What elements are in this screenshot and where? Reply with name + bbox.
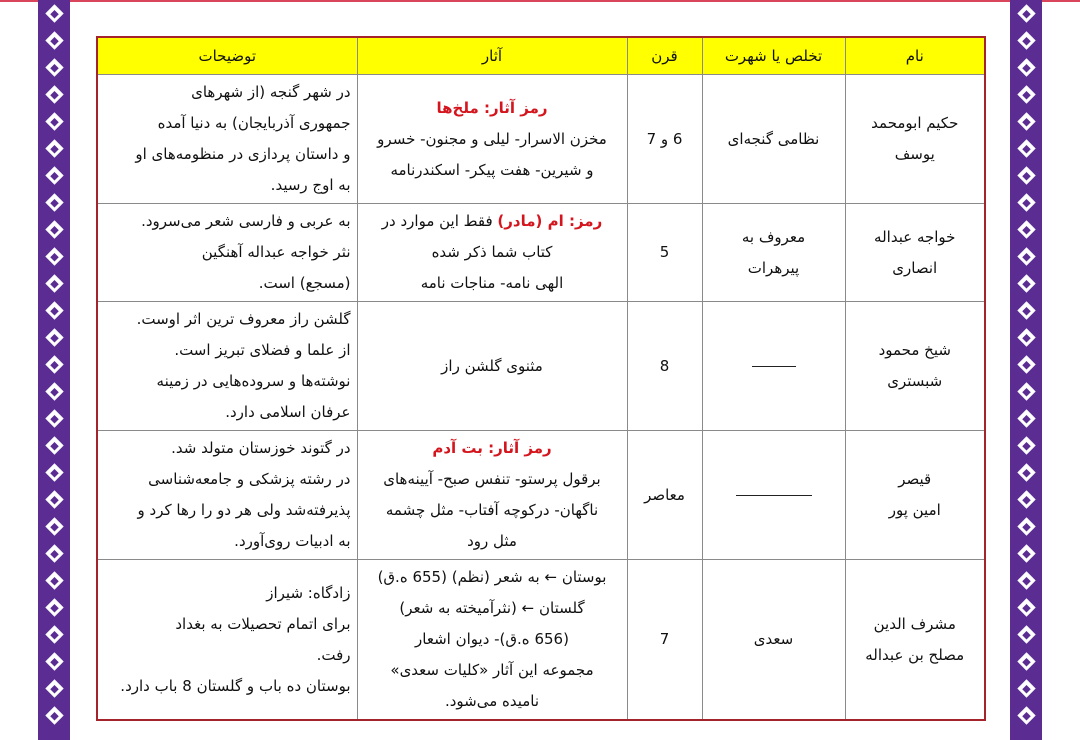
diamond-icon: [1017, 139, 1035, 157]
name-line: شیخ محمود: [878, 341, 951, 359]
table-row: [97, 75, 985, 204]
name-line: خواجه عبداله: [874, 227, 956, 246]
right-diamond-column: [1010, 0, 1042, 729]
cell-name: [845, 431, 985, 560]
table-row: [97, 560, 985, 721]
works-line: بوستان ← به شعر (نظم) (655 ه.ق): [377, 568, 607, 586]
cell-pen-name: [702, 560, 845, 721]
cell-century: معاصر: [627, 431, 702, 560]
cell-name: [845, 302, 985, 431]
cell-works: [357, 75, 627, 204]
diamond-icon: [45, 544, 63, 562]
name-line: قیصر: [898, 470, 932, 488]
diamond-icon: [1017, 598, 1035, 616]
works-line: ناگهان- درکوچه آفتاب- مثل چشمه: [385, 501, 599, 519]
diamond-icon: [45, 490, 63, 508]
diamond-icon: [45, 571, 63, 589]
description-line: در شهر گنجه (از شهرهای: [191, 83, 351, 101]
diamond-icon: [45, 382, 63, 400]
cell-works: [357, 302, 627, 431]
diamond-icon: [1017, 706, 1035, 724]
diamond-icon: [1017, 355, 1035, 373]
name-line: یوسف: [894, 145, 935, 163]
description-line: به اوج رسید.: [270, 176, 351, 194]
diamond-icon: [45, 436, 63, 454]
header-row: [97, 37, 985, 75]
cell-description: [97, 560, 357, 721]
description-line: جمهوری آذربایجان) به دنیا آمده: [157, 114, 351, 132]
diamond-icon: [1017, 544, 1035, 562]
diamond-icon: [45, 355, 63, 373]
works-code: رمز: ام (مادر): [497, 212, 603, 230]
cell-description: [97, 431, 357, 560]
works-code: رمز آثار: بت آدم: [432, 439, 552, 457]
top-rule: [0, 0, 1080, 2]
diamond-icon: [1017, 490, 1035, 508]
diamond-icon: [45, 598, 63, 616]
description-line: نثر خواجه عبداله آهنگین: [201, 243, 351, 261]
cell-name: [845, 204, 985, 302]
diamond-icon: [1017, 571, 1035, 589]
description-line: در گتوند خوزستان متولد شد.: [171, 439, 351, 457]
cell-works: [357, 560, 627, 721]
diamond-icon: [45, 625, 63, 643]
diamond-icon: [45, 193, 63, 211]
diamond-icon: [1017, 166, 1035, 184]
diamond-icon: [45, 85, 63, 103]
header-pen-name: تخلص یا شهرت: [702, 37, 845, 75]
works-line: برقول پرستو- تنفس صبح- آیینه‌های: [383, 470, 601, 488]
diamond-icon: [1017, 679, 1035, 697]
diamond-icon: [45, 274, 63, 292]
cell-description: [97, 75, 357, 204]
works-line: و شیرین- هفت پیکر- اسکندرنامه: [390, 160, 594, 179]
cell-name: [845, 75, 985, 204]
left-decorative-border: [38, 0, 70, 740]
cell-pen-name: [702, 75, 845, 204]
works-code-line: [364, 206, 621, 237]
cell-century: 5: [627, 204, 702, 302]
description-line: گلشن راز معروف ترین اثر اوست.: [136, 310, 351, 328]
diamond-icon: [45, 463, 63, 481]
name-line: شبستری: [887, 372, 943, 390]
description-line: در رشته پزشکی و جامعه‌شناسی: [148, 470, 351, 488]
diamond-icon: [45, 112, 63, 130]
description-line: بوستان ده باب و گلستان 8 باب دارد.: [120, 676, 351, 695]
description-line: رفت.: [316, 645, 351, 664]
diamond-icon: [45, 652, 63, 670]
cell-works: [357, 204, 627, 302]
cell-pen-name: [702, 431, 845, 560]
works-line: مجموعه این آثار «کلیات سعدی»: [390, 661, 594, 679]
pen-name-line: سعدی: [753, 630, 794, 648]
diamond-icon: [1017, 301, 1035, 319]
description-line: (مسجع) است.: [258, 274, 351, 292]
name-line: مشرف الدین: [873, 614, 956, 633]
diamond-icon: [45, 139, 63, 157]
pen-name-line: پیرهرات: [747, 258, 800, 277]
diamond-icon: [45, 220, 63, 238]
header-works: آثار: [357, 37, 627, 75]
works-line: گلستان ← (نثرآمیخته به شعر): [399, 599, 585, 617]
diamond-icon: [1017, 4, 1035, 22]
diamond-icon: [45, 517, 63, 535]
diamond-icon: [1017, 31, 1035, 49]
cell-pen-name: [702, 302, 845, 431]
pen-name-line: معروف به: [741, 227, 806, 246]
diamond-icon: [1017, 652, 1035, 670]
diamond-icon: [1017, 436, 1035, 454]
works-line: مثنوی گلشن راز: [441, 356, 543, 375]
diamond-icon: [1017, 328, 1035, 346]
name-line: امین پور: [888, 501, 941, 519]
diamond-icon: [1017, 625, 1035, 643]
works-line: (656 ه.ق)- دیوان اشعار: [415, 630, 569, 648]
description-line: و داستان پردازی در منظومه‌های او: [135, 145, 351, 163]
diamond-icon: [45, 301, 63, 319]
diamond-icon: [45, 31, 63, 49]
diamond-icon: [1017, 58, 1035, 76]
description-line: به عربی و فارسی شعر می‌سرود.: [141, 212, 351, 230]
header-description: توضیحات: [97, 37, 357, 75]
cell-description: [97, 302, 357, 431]
diamond-icon: [1017, 274, 1035, 292]
description-line: به ادبیات روی‌آورد.: [234, 532, 351, 550]
table-row: [97, 431, 985, 560]
empty-dash: [752, 366, 796, 367]
empty-dash: [736, 495, 812, 496]
description-line: پذیرفته‌شد ولی هر دو را رها کرد و: [137, 501, 351, 519]
right-decorative-border: [1010, 0, 1042, 740]
cell-pen-name: [702, 204, 845, 302]
diamond-icon: [1017, 463, 1035, 481]
poets-table: [96, 36, 986, 721]
diamond-icon: [1017, 517, 1035, 535]
cell-name: [845, 560, 985, 721]
diamond-icon: [45, 679, 63, 697]
diamond-icon: [1017, 193, 1035, 211]
name-line: مصلح بن عبداله: [865, 645, 965, 664]
diamond-icon: [45, 4, 63, 22]
works-line: مخزن الاسرار- لیلی و مجنون- خسرو: [377, 129, 607, 148]
diamond-icon: [1017, 247, 1035, 265]
diamond-icon: [1017, 112, 1035, 130]
diamond-icon: [1017, 85, 1035, 103]
cell-century: 8: [627, 302, 702, 431]
description-line: برای اتمام تحصیلات به بغداد: [175, 614, 351, 633]
description-line: از علما و فضلای تبریز است.: [174, 341, 351, 359]
header-name: نام: [845, 37, 985, 75]
diamond-icon: [45, 328, 63, 346]
diamond-icon: [45, 166, 63, 184]
table-row: [97, 302, 985, 431]
works-code-suffix: فقط این موارد در: [381, 212, 498, 230]
works-line: نامیده می‌شود.: [444, 692, 540, 710]
works-line: کتاب شما ذکر شده: [431, 243, 553, 261]
works-line: مثل رود: [467, 532, 517, 550]
diamond-icon: [1017, 220, 1035, 238]
pen-name-line: نظامی گنجه‌ای: [727, 129, 820, 148]
left-diamond-column: [38, 0, 70, 729]
diamond-icon: [45, 247, 63, 265]
diamond-icon: [1017, 382, 1035, 400]
name-line: انصاری: [892, 258, 938, 277]
name-line: حکیم ابومحمد: [871, 114, 959, 132]
diamond-icon: [45, 58, 63, 76]
header-century: قرن: [627, 37, 702, 75]
description-line: نوشته‌ها و سروده‌هایی در زمینه: [156, 372, 351, 390]
description-line: زادگاه: شیراز: [266, 583, 351, 602]
diamond-icon: [1017, 409, 1035, 427]
table-row: [97, 204, 985, 302]
works-code: رمز آثار: ملخ‌ها: [436, 98, 548, 117]
diamond-icon: [45, 409, 63, 427]
cell-description: [97, 204, 357, 302]
diamond-icon: [45, 706, 63, 724]
description-line: عرفان اسلامی دارد.: [225, 403, 351, 421]
cell-works: [357, 431, 627, 560]
cell-century: 6 و 7: [627, 75, 702, 204]
cell-century: 7: [627, 560, 702, 721]
works-line: الهی نامه- مناجات نامه: [420, 274, 564, 292]
